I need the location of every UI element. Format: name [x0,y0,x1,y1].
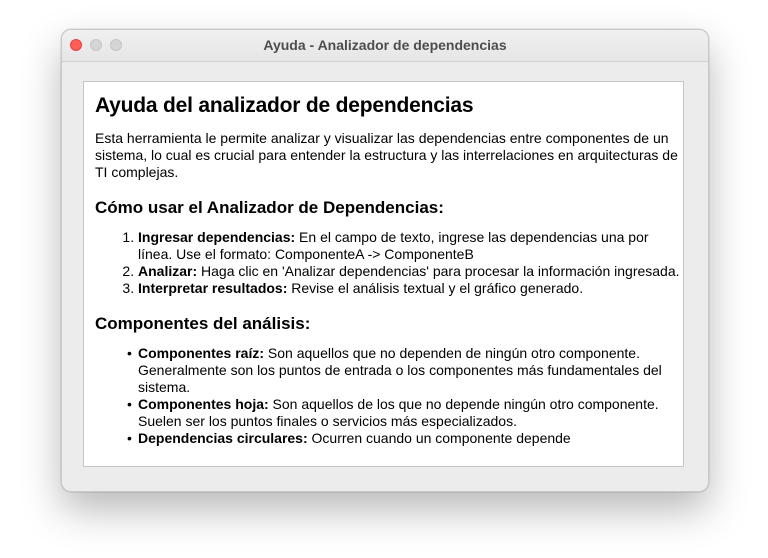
component-text: Ocurren cuando un componente depende [307,430,571,446]
usage-step [138,263,680,280]
step-term: Interpretar resultados: [138,280,288,296]
help-content-pane[interactable] [83,81,684,467]
component-item [127,396,680,430]
components-heading: Componentes del análisis: [95,314,311,333]
component-item [127,430,680,447]
component-text: Son aquellos de los que no depende ningún otro componente. Suelen ser los puntos finales o servicios más especializados. [138,396,659,429]
usage-step [138,229,680,263]
bullet-icon: • [127,345,132,361]
component-term: Componentes hoja: [138,396,269,412]
component-text: Son aquellos que no dependen de ningún otro componente. Generalmente son los puntos de entrada o los componentes más fundamentales del sistema. [138,345,662,395]
component-item [127,345,680,396]
usage-heading: Cómo usar el Analizador de Dependencias: [95,198,444,217]
bullet-icon: • [127,430,132,446]
bullet-icon: • [127,396,132,412]
component-term: Componentes raíz: [138,345,265,361]
component-term: Dependencias circulares: [138,430,308,446]
step-term: Analizar: [138,263,198,279]
components-list [95,345,680,447]
step-text: En el campo de texto, ingrese las dependencias una por línea. Use el formato: ComponenteA -> ComponenteB [138,229,649,262]
usage-step [138,280,680,297]
title-bar[interactable] [62,30,708,62]
help-heading: Ayuda del analizador de dependencias [95,94,474,117]
help-intro: Esta herramienta le permite analizar y visualizar las dependencias entre componentes de un sistema, lo cual es crucial para entender la estructura y las interrelaciones en arquitecturas de TI complejas. [95,130,678,180]
step-text: Haga clic en 'Analizar dependencias' para procesar la información ingresada. [197,263,680,279]
step-text: Revise el análisis textual y el gráfico generado. [287,280,584,296]
step-term: Ingresar dependencias: [138,229,296,245]
usage-steps-list [95,229,680,297]
window-title: Ayuda - Analizador de dependencias [263,37,507,53]
help-document [95,91,680,447]
help-window [61,29,709,492]
